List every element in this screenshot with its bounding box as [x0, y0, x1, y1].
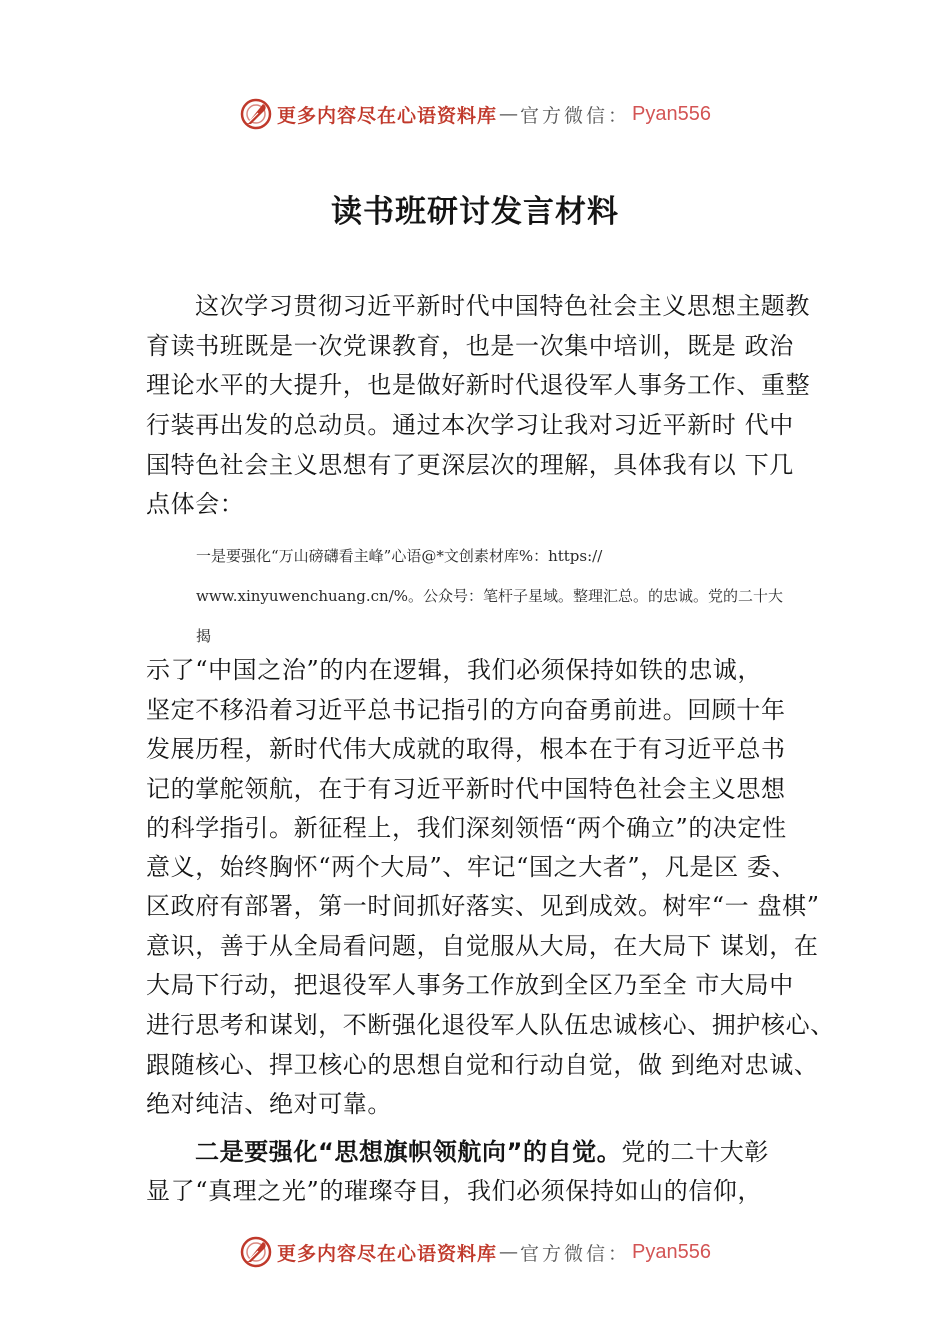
point1-line: 大局下行动，把退役军人事务工作放到全区乃至全 市大局中 — [146, 971, 794, 999]
intro-line: 这次学习贯彻习近平新时代中国特色社会主义思想主题教 — [195, 292, 810, 320]
point1-small-line: www.xinyuwenchuang.cn/%。公众号：笔杆子星域。整理汇总。的忠诚。党的二十大 — [196, 587, 784, 605]
point1-small-line: 揭 — [196, 627, 212, 645]
point1-small-line: 一是要强化“万山磅礴看主峰”心语@*文创素材库%：https:// — [196, 547, 603, 565]
footer-banner — [0, 1232, 950, 1272]
banner-separator: — — [499, 103, 519, 125]
quill-pen-logo-icon — [239, 1235, 273, 1269]
banner-wechat-label: 官方微信： — [520, 104, 631, 127]
point1-line: 坚定不移沿着习近平总书记指引的方向奋勇前进。回顾十年 — [146, 696, 786, 724]
point2-line: 显了“真理之光”的璀璨夺目，我们必须保持如山的信仰， — [146, 1177, 763, 1205]
header-banner — [0, 94, 950, 134]
point2-heading-rest: 党的二十大彰 — [621, 1138, 769, 1166]
quill-pen-logo-icon — [239, 97, 273, 131]
point1-line: 绝对纯洁、绝对可靠。 — [146, 1090, 392, 1118]
intro-line: 育读书班既是一次党课教育，也是一次集中培训，既是 政治 — [146, 332, 794, 360]
document-title: 读书班研讨发言材料 — [331, 194, 619, 230]
banner-main-text: 更多内容尽在心语资料库 — [277, 104, 498, 127]
banner-separator: — — [499, 1241, 519, 1263]
intro-line: 行装再出发的总动员。通过本次学习让我对习近平新时 代中 — [146, 411, 794, 439]
point1-line: 发展历程，新时代伟大成就的取得，根本在于有习近平总书 — [146, 735, 786, 763]
point2-first-line — [195, 1136, 769, 1168]
point1-line: 记的掌舵领航，在于有习近平新时代中国特色社会主义思想 — [146, 775, 786, 803]
intro-line: 理论水平的大提升，也是做好新时代退役军人事务工作、重整 — [146, 371, 811, 399]
point1-line: 示了“中国之治”的内在逻辑，我们必须保持如铁的忠诚， — [146, 656, 763, 684]
point1-line: 进行思考和谋划，不断强化退役军人队伍忠诚核心、拥护核心、 — [146, 1011, 835, 1039]
point2-heading: 二是要强化“思想旗帜领航向”的自觉。 — [195, 1138, 622, 1166]
point1-line: 的科学指引。新征程上，我们深刻领悟“两个确立”的决定性 — [146, 814, 787, 842]
banner-wechat-label: 官方微信： — [520, 1242, 631, 1265]
point1-line: 区政府有部署，第一时间抓好落实、见到成效。树牢“一 盘棋” — [146, 892, 820, 920]
banner-wechat-id: Pyan556 — [632, 102, 711, 125]
point1-line: 意识，善于从全局看问题，自觉服从大局，在大局下 谋划，在 — [146, 932, 819, 960]
point1-line: 意义，始终胸怀“两个大局”、牢记“国之大者”，凡是区 委、 — [146, 853, 797, 881]
banner-main-text: 更多内容尽在心语资料库 — [277, 1242, 498, 1265]
point1-line: 跟随核心、捍卫核心的思想自觉和行动自觉，做 到绝对忠诚、 — [146, 1051, 819, 1079]
banner-wechat-id: Pyan556 — [632, 1240, 711, 1263]
intro-line: 点体会： — [146, 490, 245, 518]
intro-line: 国特色社会主义思想有了更深层次的理解，具体我有以 下几 — [146, 451, 794, 479]
